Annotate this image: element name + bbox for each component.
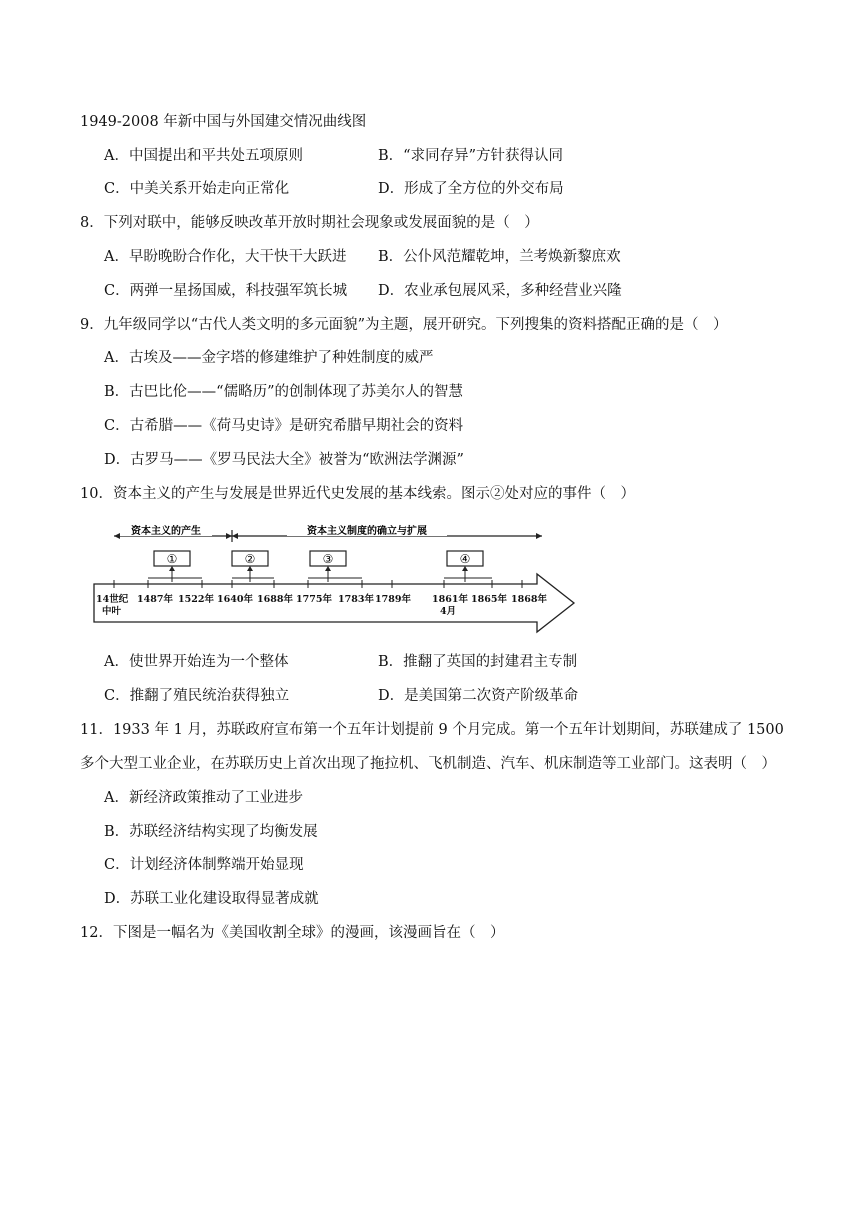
year-label: 1861年 [432, 594, 468, 605]
q8-stem: 8．下列对联中，能够反映改革开放时期社会现象或发展面貌的是（ ） [80, 215, 539, 231]
year-label: 1640年 [217, 594, 253, 605]
year-label: 1522年 [178, 594, 214, 605]
q12-stem: 12．下图是一幅名为《美国收割全球》的漫画，该漫画旨在（ ） [80, 925, 505, 941]
q10-option-d[interactable]: D．是美国第二次资产阶级革命 [378, 688, 579, 704]
arrowhead-icon [536, 533, 542, 539]
year-label: 1487年 [137, 594, 173, 605]
q10-stem: 10．资本主义的产生与发展是世界近代史发展的基本线索。图示②处对应的事件（ ） [80, 486, 635, 502]
q7-option-b[interactable]: B．“求同存异”方针获得认同 [378, 148, 563, 164]
q8-option-a[interactable]: A．早盼晚盼合作化，大干快干大跃进 [104, 249, 347, 265]
capitalism-timeline-figure [92, 518, 592, 638]
q9-stem: 9．九年级同学以“古代人类文明的多元面貌”为主题，展开研究。下列搜集的资料搭配正确的是（ ） [80, 317, 728, 333]
q11-stem-line1: 11．1933 年 1 月，苏联政府宣布第一个五年计划提前 9 个月完成。第一个五年计划期间，苏联建成了 1500 [80, 722, 784, 738]
svg-text:④: ④ [459, 552, 471, 566]
year-label: 1865年 [471, 594, 507, 605]
event-box-1 [148, 551, 202, 582]
q10-option-b[interactable]: B．推翻了英国的封建君主专制 [378, 654, 578, 670]
q9-option-d[interactable]: D．古罗马——《罗马民法大全》被誉为“欧洲法学渊源” [104, 452, 464, 468]
year-label: 1688年 [257, 594, 293, 605]
q8-option-d[interactable]: D．农业承包展风采，多种经营业兴隆 [378, 283, 622, 299]
year-label: 1868年 [511, 594, 547, 605]
arrowhead-icon [114, 533, 120, 539]
event-box-2 [232, 551, 274, 582]
q11-option-b[interactable]: B．苏联经济结构实现了均衡发展 [104, 824, 318, 840]
q7-option-a[interactable]: A．中国提出和平共处五项原则 [104, 148, 303, 164]
year-label: 1775年 [296, 594, 332, 605]
svg-text:②: ② [244, 552, 256, 566]
q8-option-b[interactable]: B．公仆风范耀乾坤，兰考焕新黎庶欢 [378, 249, 621, 265]
event-box-3 [308, 551, 362, 582]
start-label-line1: 14世纪 [96, 594, 129, 605]
q7-caption: 1949-2008 年新中国与外国建交情况曲线图 [80, 114, 367, 130]
q8-option-c[interactable]: C．两弹一星扬国威，科技强军筑长城 [104, 283, 348, 299]
q11-option-d[interactable]: D．苏联工业化建设取得显著成就 [104, 891, 319, 907]
arrowhead-icon [226, 533, 232, 539]
q10-option-c[interactable]: C．推翻了殖民统治获得独立 [104, 688, 290, 704]
q9-option-c[interactable]: C．古希腊——《荷马史诗》是研究希腊早期社会的资料 [104, 418, 464, 434]
svg-text:③: ③ [322, 552, 334, 566]
year-label: 1789年 [375, 594, 411, 605]
q9-option-b[interactable]: B．古巴比伦——“儒略历”的创制体现了苏美尔人的智慧 [104, 384, 463, 400]
svg-text:①: ① [166, 552, 178, 566]
period1-label: 资本主义的产生 [131, 526, 201, 537]
event-box-4 [444, 551, 492, 582]
year-label: 1783年 [338, 594, 374, 605]
q7-option-d[interactable]: D．形成了全方位的外交布局 [378, 181, 564, 197]
period2-label: 资本主义制度的确立与扩展 [307, 526, 427, 537]
q9-option-a[interactable]: A．古埃及——金字塔的修建维护了种姓制度的威严 [104, 350, 434, 366]
q11-option-a[interactable]: A．新经济政策推动了工业进步 [104, 790, 303, 806]
sub-label: 4月 [440, 606, 457, 617]
q10-option-a[interactable]: A．使世界开始连为一个整体 [104, 654, 289, 670]
arrowhead-icon [232, 533, 238, 539]
q11-stem-line2: 多个大型工业企业，在苏联历史上首次出现了拖拉机、飞机制造、汽车、机床制造等工业部门。这表明（ ） [80, 756, 776, 772]
start-label-line2: 中叶 [102, 606, 122, 617]
q7-option-c[interactable]: C．中美关系开始走向正常化 [104, 181, 290, 197]
q11-option-c[interactable]: C．计划经济体制弊端开始显现 [104, 857, 304, 873]
